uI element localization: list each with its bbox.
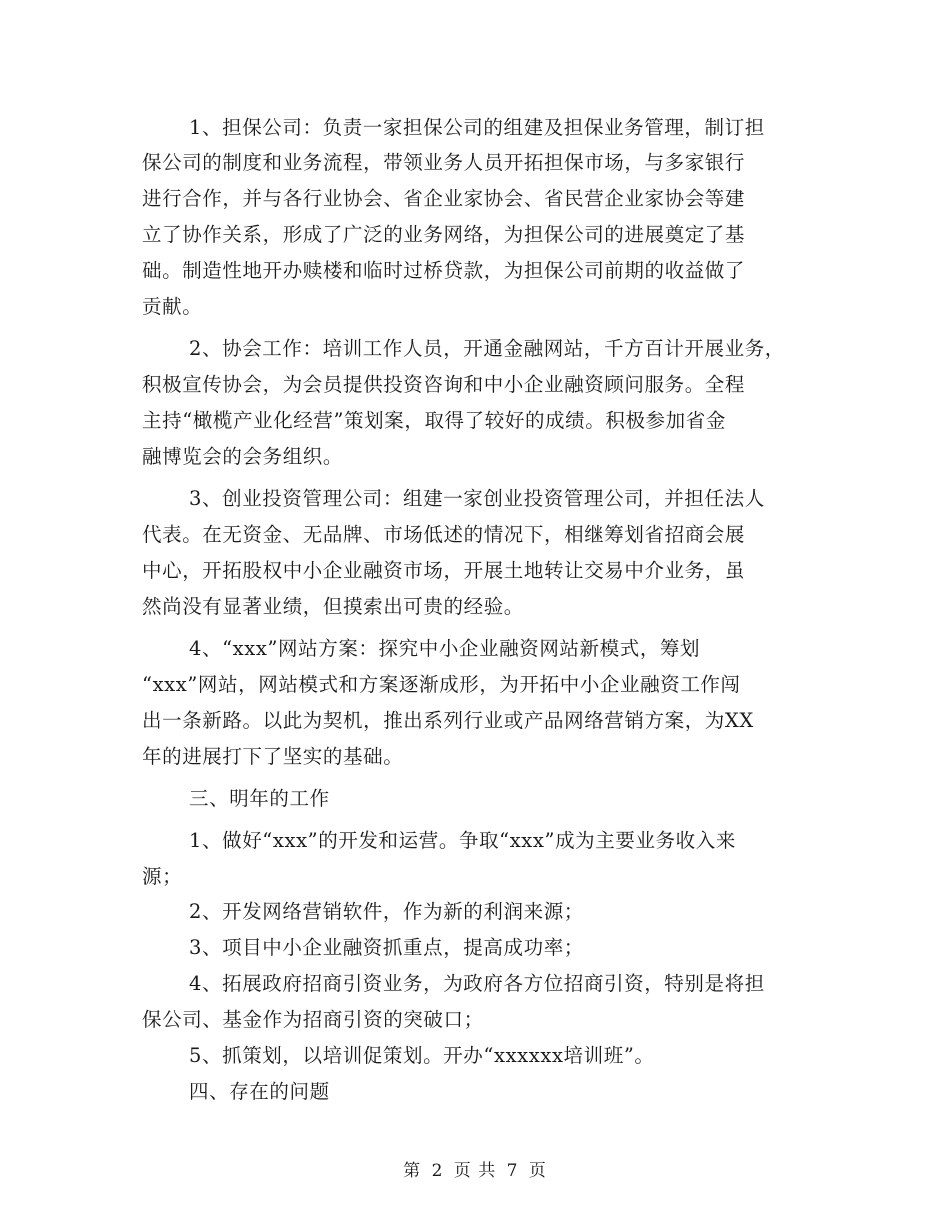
paragraph-1-line-4: 立了协作关系，形成了广泛的业务网络，为担保公司的进展奠定了基 bbox=[142, 223, 746, 246]
paragraph-3-line-1: 3、创业投资管理公司：组建一家创业投资管理公司，并担任法人 bbox=[189, 487, 765, 510]
paragraph-3-line-2: 代表。在无资金、无品牌、市场低述的情况下，相继筹划省招商会展 bbox=[142, 523, 746, 546]
paragraph-1-line-1: 1、担保公司：负责一家担保公司的组建及担保业务管理，制订担 bbox=[189, 116, 765, 139]
paragraph-3-line-4: 然尚没有显著业绩，但摸索出可贵的经验。 bbox=[142, 595, 524, 618]
paragraph-1-line-2: 保公司的制度和业务流程，带领业务人员开拓担保市场，与多家银行 bbox=[142, 151, 746, 174]
plan-item-1-line-1: 1、做好“xxx”的开发和运营。争取“xxx”成为主要业务收入来 bbox=[189, 829, 736, 852]
page-label-middle: 页 共 bbox=[453, 1161, 497, 1181]
total-pages-number: 7 bbox=[506, 1161, 519, 1181]
paragraph-3-line-3: 中心，开拓股权中小企业融资市场，开展土地转让交易中介业务，虽 bbox=[142, 559, 746, 582]
page-footer bbox=[0, 1156, 950, 1181]
plan-item-3: 3、项目中小企业融资抓重点，提高成功率； bbox=[189, 936, 584, 959]
current-page-number: 2 bbox=[431, 1161, 444, 1181]
paragraph-4-line-2: “xxx”网站，网站模式和方案逐渐成形，为开拓中小企业融资工作闯 bbox=[142, 673, 741, 696]
paragraph-1-line-5: 础。制造性地开办赎楼和临时过桥贷款，为担保公司前期的收益做了 bbox=[142, 259, 746, 282]
section-heading-next-year: 三、明年的工作 bbox=[189, 787, 330, 810]
paragraph-1-line-3: 进行合作，并与各行业协会、省企业家协会、省民营企业家协会等建 bbox=[142, 187, 746, 210]
plan-item-1-line-2: 源； bbox=[142, 865, 183, 888]
page-label-suffix: 页 bbox=[528, 1161, 547, 1181]
plan-item-5: 5、抓策划，以培训促策划。开办“xxxxxx培训班”。 bbox=[189, 1044, 655, 1067]
paragraph-4-line-3: 出一条新路。以此为契机，推出系列行业或产品网络营销方案，为XX bbox=[142, 709, 754, 732]
plan-item-2: 2、开发网络营销软件，作为新的利润来源； bbox=[189, 900, 584, 923]
paragraph-2-line-1: 2、协会工作：培训工作人员，开通金融网站，千方百计开展业务， bbox=[189, 337, 785, 360]
paragraph-4-line-4: 年的进展打下了坚实的基础。 bbox=[142, 745, 404, 768]
paragraph-4-line-1: 4、“xxx”网站方案：探究中小企业融资网站新模式，筹划 bbox=[189, 637, 701, 660]
page-label-prefix: 第 bbox=[403, 1161, 422, 1181]
paragraph-2-line-2: 积极宣传协会，为会员提供投资咨询和中小企业融资顾问服务。全程 bbox=[142, 373, 746, 396]
plan-item-4-line-2: 保公司、基金作为招商引资的突破口； bbox=[142, 1008, 484, 1031]
paragraph-2-line-4: 融博览会的会务组织。 bbox=[142, 445, 344, 468]
section-heading-issues: 四、存在的问题 bbox=[189, 1080, 330, 1103]
paragraph-1-line-6: 贡献。 bbox=[142, 295, 203, 318]
plan-item-4-line-1: 4、拓展政府招商引资业务，为政府各方位招商引资，特别是将担 bbox=[189, 972, 765, 995]
paragraph-2-line-3: 主持“橄榄产业化经营”策划案，取得了较好的成绩。积极参加省金 bbox=[142, 409, 726, 432]
